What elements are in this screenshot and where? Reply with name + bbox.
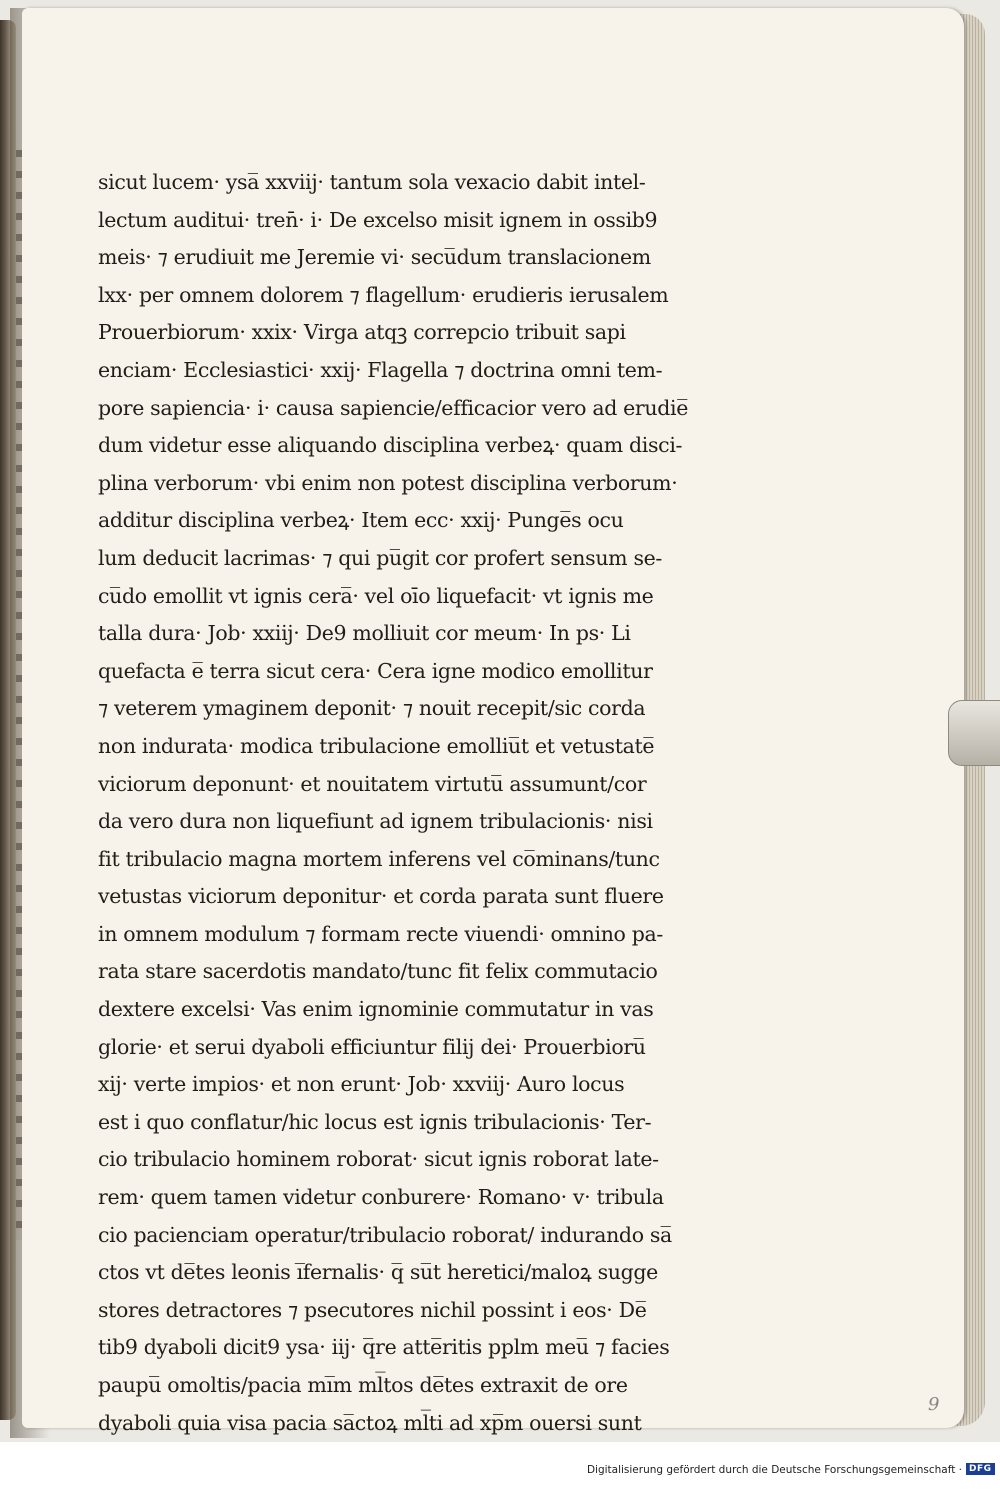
text-line: vetustas viciorum deponitur· et corda parata sunt fluere xyxy=(98,884,664,909)
text-line: cu̅do emollit vt ignis cera̅· vel oīo liquefacit· vt ignis me xyxy=(98,583,654,608)
text-line: dextere excelsi· Vas enim ignominie commutatur in vas xyxy=(98,997,654,1022)
text-line: xij· verte impios· et non erunt· Job· xxviij· Auro locus xyxy=(98,1072,625,1097)
text-line: sicut lucem· ysa̅ xxviij· tantum sola vexacio dabit intel- xyxy=(98,170,646,194)
text-line: lxx· per omnem dolorem ⁊ flagellum· erudieris ierusalem xyxy=(98,282,669,307)
dfg-logo: DFG xyxy=(966,1463,995,1475)
text-line: cio tribulacio hominem roborat· sicut ignis roborat late- xyxy=(98,1147,659,1172)
text-line: meis· ⁊ erudiuit me Jeremie vi· secu̅dum translacionem xyxy=(98,245,651,270)
text-line: da vero dura non liquefiunt ad ignem tribulacionis· nisi xyxy=(98,809,653,834)
text-line: fit tribulacio magna mortem inferens vel co̅minans/tunc xyxy=(98,846,660,871)
text-line: dum videtur esse aliquando disciplina verbeꝝ· quam disci- xyxy=(98,433,683,458)
text-line: ctos vt de̅tes leonis i̅fernalis· q̅ su̅t heretici/maloꝝ sugge xyxy=(98,1260,658,1285)
text-line: est i quo conflatur/hic locus est ignis tribulacionis· Ter- xyxy=(98,1109,652,1134)
incunable-text-block xyxy=(98,164,688,1442)
text-line: enciam· Ecclesiastici· xxij· Flagella ⁊ doctrina omni tem- xyxy=(98,357,663,382)
text-line: non indurata· modica tribulacione emolliu̅t et vetustate̅ xyxy=(98,733,655,758)
text-line: plina verborum· vbi enim non potest disciplina verborum· xyxy=(98,470,678,495)
text-line: lum deducit lacrimas· ⁊ qui pu̅git cor profert sensum se- xyxy=(98,545,662,570)
text-line: rata stare sacerdotis mandato/tunc fit felix commutacio xyxy=(98,959,658,984)
text-line: tib9 dyaboli dicit9 ysa· iij· q̅re atte̅ritis pplm meu̅ ⁊ facies xyxy=(98,1335,670,1360)
text-line: in omnem modulum ⁊ formam recte viuendi· omnino pa- xyxy=(98,921,663,946)
text-line: stores detractores ⁊ psecutores nichil possint i eos· De̅ xyxy=(98,1297,647,1322)
text-line: talla dura· Job· xxiij· De9 molliuit cor meum· In ps· Li xyxy=(98,621,631,646)
text-line: Prouerbiorum· xxix· Virga atqꝫ correpcio tribuit sapi xyxy=(98,320,626,345)
text-line: dyaboli quia visa pacia sa̅ctoꝝ ml̅ti ad xp̅m ouersi sunt xyxy=(98,1410,642,1435)
text-line: viciorum deponunt· et nouitatem virtutu̅ assumunt/cor xyxy=(98,771,647,796)
text-line: pore sapiencia· i· causa sapiencie/efficacior vero ad erudie̅ xyxy=(98,395,688,420)
text-line: lectum auditui· tren̄· i· De excelso misit ignem in ossib9 xyxy=(98,207,658,232)
text-line: ⁊ veterem ymaginem deponit· ⁊ nouit recepit/sic corda xyxy=(98,696,646,721)
text-line: quefacta e̅ terra sicut cera· Cera igne modico emollitur xyxy=(98,658,653,683)
folio-mark: 9 xyxy=(928,1394,940,1415)
text-line: glorie· et serui dyaboli efficiuntur filij dei· Prouerbioru̅ xyxy=(98,1034,646,1059)
page-clip xyxy=(948,700,1000,766)
text-line: cio pacienciam operatur/tribulacio roborat/ indurando sa̅ xyxy=(98,1222,672,1247)
text-line: paupu̅ omoltis/pacia mi̅m ml̅tos de̅tes extraxit de ore xyxy=(98,1373,628,1397)
text-line: additur disciplina verbeꝝ· Item ecc· xxij· Punge̅s ocu xyxy=(98,508,624,533)
digitization-credit: Digitalisierung gefördert durch die Deutsche Forschungsgemeinschaft · xyxy=(586,1464,962,1476)
text-line: rem· quem tamen videtur conburere· Romano· v· tribula xyxy=(98,1185,664,1210)
